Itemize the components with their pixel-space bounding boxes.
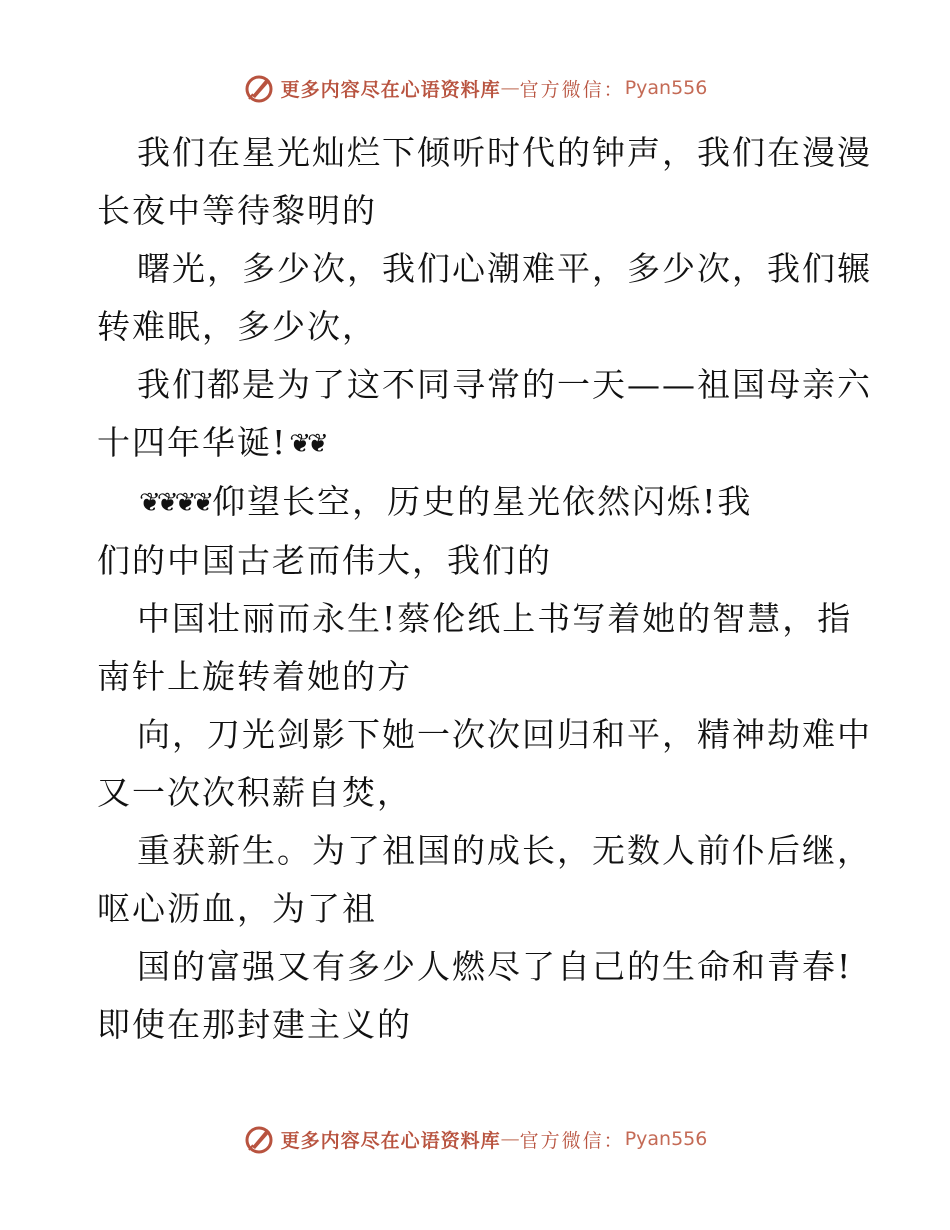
paragraph-continuation: 即使在那封建主义的 [97, 1005, 412, 1044]
paragraph-text: 十四年华诞! [97, 423, 288, 462]
paragraph [97, 590, 857, 706]
floral-ornament-icon: ❦❦ [289, 429, 325, 459]
paragraph-text: 仰望长空，历史的星光依然闪烁!我 [212, 482, 753, 521]
paragraph [97, 822, 872, 938]
header-wechat-id: Pyan556 [624, 77, 708, 99]
footer-brand: 更多内容尽在心语资料库 [280, 1129, 501, 1152]
paragraph-continuation: 呕心沥血，为了祖 [97, 889, 377, 928]
paragraph-first-line: 我们在星光灿烂下倾听时代的钟声，我们在漫漫 [137, 133, 872, 172]
paragraph-first-line [97, 473, 857, 532]
footer-wechat-id: Pyan556 [624, 1128, 708, 1150]
paragraph [97, 240, 872, 356]
paragraph-continuation: 转难眠，多少次， [97, 307, 377, 346]
paragraph-continuation: 长夜中等待黎明的 [97, 191, 377, 230]
footer-banner [0, 1123, 950, 1155]
paragraph [97, 473, 857, 590]
footer-wechat-label: 官方微信： [519, 1129, 625, 1152]
paragraph-continuation: 们的中国古老而伟大，我们的 [97, 541, 552, 580]
document-body [97, 124, 872, 1054]
paragraph-first-line: 重获新生。为了祖国的成长，无数人前仆后继， [137, 831, 872, 870]
paragraph-continuation: 又一次次积薪自焚， [97, 773, 412, 812]
paragraph [97, 356, 872, 473]
paragraph [97, 938, 857, 1054]
paragraph-continuation: 南针上旋转着她的方 [97, 657, 412, 696]
paragraph-first-line: 向，刀光剑影下她一次次回归和平，精神劫难中 [137, 715, 872, 754]
paragraph [97, 706, 872, 822]
header-brand: 更多内容尽在心语资料库 [280, 78, 501, 101]
paragraph-continuation [97, 414, 857, 473]
header-banner [0, 72, 950, 104]
header-separator: — [500, 77, 520, 99]
quill-logo-icon [243, 72, 275, 104]
quill-logo-icon [243, 1123, 275, 1155]
paragraph-first-line: 国的富强又有多少人燃尽了自己的生命和青春! [137, 947, 853, 986]
paragraph-first-line: 曙光，多少次，我们心潮难平，多少次，我们辗 [137, 249, 872, 288]
paragraph-first-line: 我们都是为了这不同寻常的一天——祖国母亲六 [137, 365, 872, 404]
paragraph [97, 124, 872, 240]
header-wechat-label: 官方微信： [519, 78, 625, 101]
floral-ornament-icon: ❦❦❦❦ [139, 488, 211, 518]
paragraph-first-line: 中国壮丽而永生!蔡伦纸上书写着她的智慧，指 [137, 599, 853, 638]
footer-separator: — [500, 1128, 520, 1150]
